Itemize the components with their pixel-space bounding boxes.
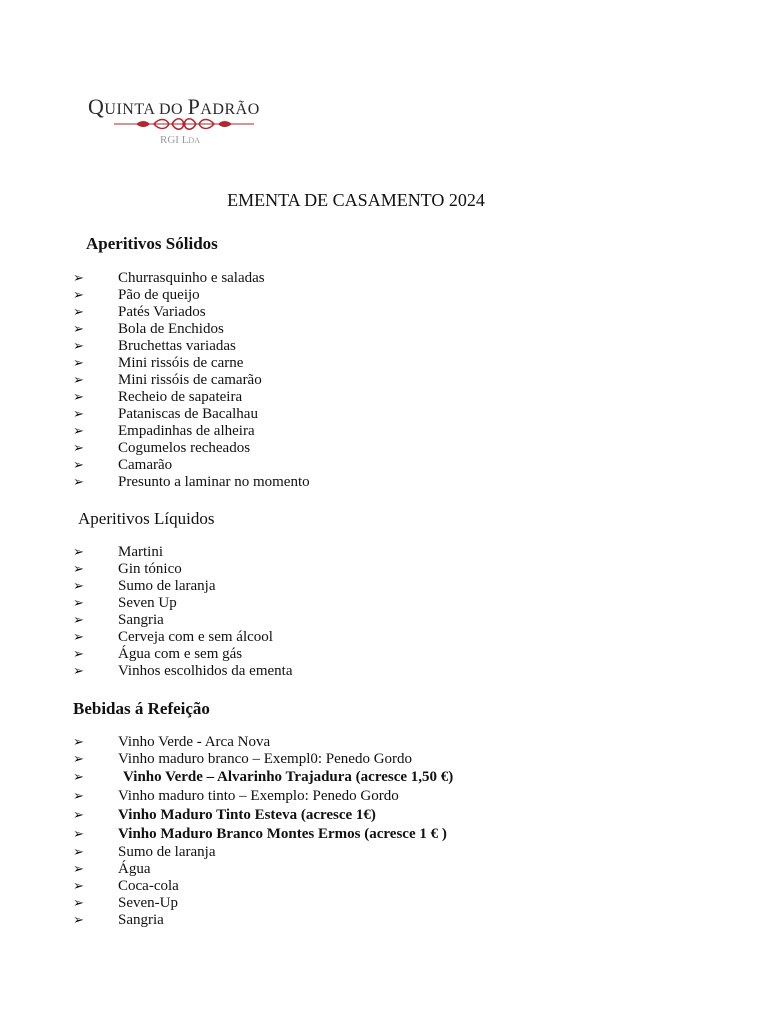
arrowhead-bullet-icon: ➢ <box>73 305 84 320</box>
arrowhead-bullet-icon: ➢ <box>73 896 84 911</box>
section-title-aperitivos-solidos: Aperitivos Sólidos <box>86 234 218 253</box>
logo-subtitle: RGI LDA <box>160 134 200 146</box>
section-title-aperitivos-liquidos: Aperitivos Líquidos <box>78 509 215 528</box>
arrowhead-bullet-icon: ➢ <box>73 752 84 767</box>
arrowhead-bullet-icon: ➢ <box>73 630 84 645</box>
arrowhead-bullet-icon: ➢ <box>73 562 84 577</box>
arrowhead-bullet-icon: ➢ <box>73 845 84 860</box>
arrowhead-bullet-icon: ➢ <box>73 322 84 337</box>
arrowhead-bullet-icon: ➢ <box>73 579 84 594</box>
company-logo <box>88 94 278 154</box>
arrowhead-bullet-icon: ➢ <box>73 390 84 405</box>
arrowhead-bullet-icon: ➢ <box>73 545 84 560</box>
arrowhead-bullet-icon: ➢ <box>73 441 84 456</box>
logo-wordmark: QUINTA DO PADRÃO <box>88 94 260 119</box>
arrowhead-bullet-icon: ➢ <box>73 789 84 804</box>
arrowhead-bullet-icon: ➢ <box>73 664 84 679</box>
arrowhead-bullet-icon: ➢ <box>73 827 84 842</box>
arrowhead-bullet-icon: ➢ <box>73 373 84 388</box>
arrowhead-bullet-icon: ➢ <box>73 862 84 877</box>
arrowhead-bullet-icon: ➢ <box>73 458 84 473</box>
arrowhead-bullet-icon: ➢ <box>73 475 84 490</box>
arrowhead-bullet-icon: ➢ <box>73 407 84 422</box>
arrowhead-bullet-icon: ➢ <box>73 770 84 785</box>
ornament-icon <box>114 117 254 131</box>
arrowhead-bullet-icon: ➢ <box>73 356 84 371</box>
arrowhead-bullet-icon: ➢ <box>73 913 84 928</box>
arrowhead-bullet-icon: ➢ <box>73 647 84 662</box>
arrowhead-bullet-icon: ➢ <box>73 288 84 303</box>
arrowhead-bullet-icon: ➢ <box>73 424 84 439</box>
arrowhead-bullet-icon: ➢ <box>73 879 84 894</box>
document-title: EMENTA DE CASAMENTO 2024 <box>227 190 485 210</box>
arrowhead-bullet-icon: ➢ <box>73 339 84 354</box>
arrowhead-bullet-icon: ➢ <box>73 735 84 750</box>
section-title-bebidas-refeicao: Bebidas á Refeição <box>73 699 210 718</box>
arrowhead-bullet-icon: ➢ <box>73 271 84 286</box>
arrowhead-bullet-icon: ➢ <box>73 613 84 628</box>
arrowhead-bullet-icon: ➢ <box>73 808 84 823</box>
arrowhead-bullet-icon: ➢ <box>73 596 84 611</box>
